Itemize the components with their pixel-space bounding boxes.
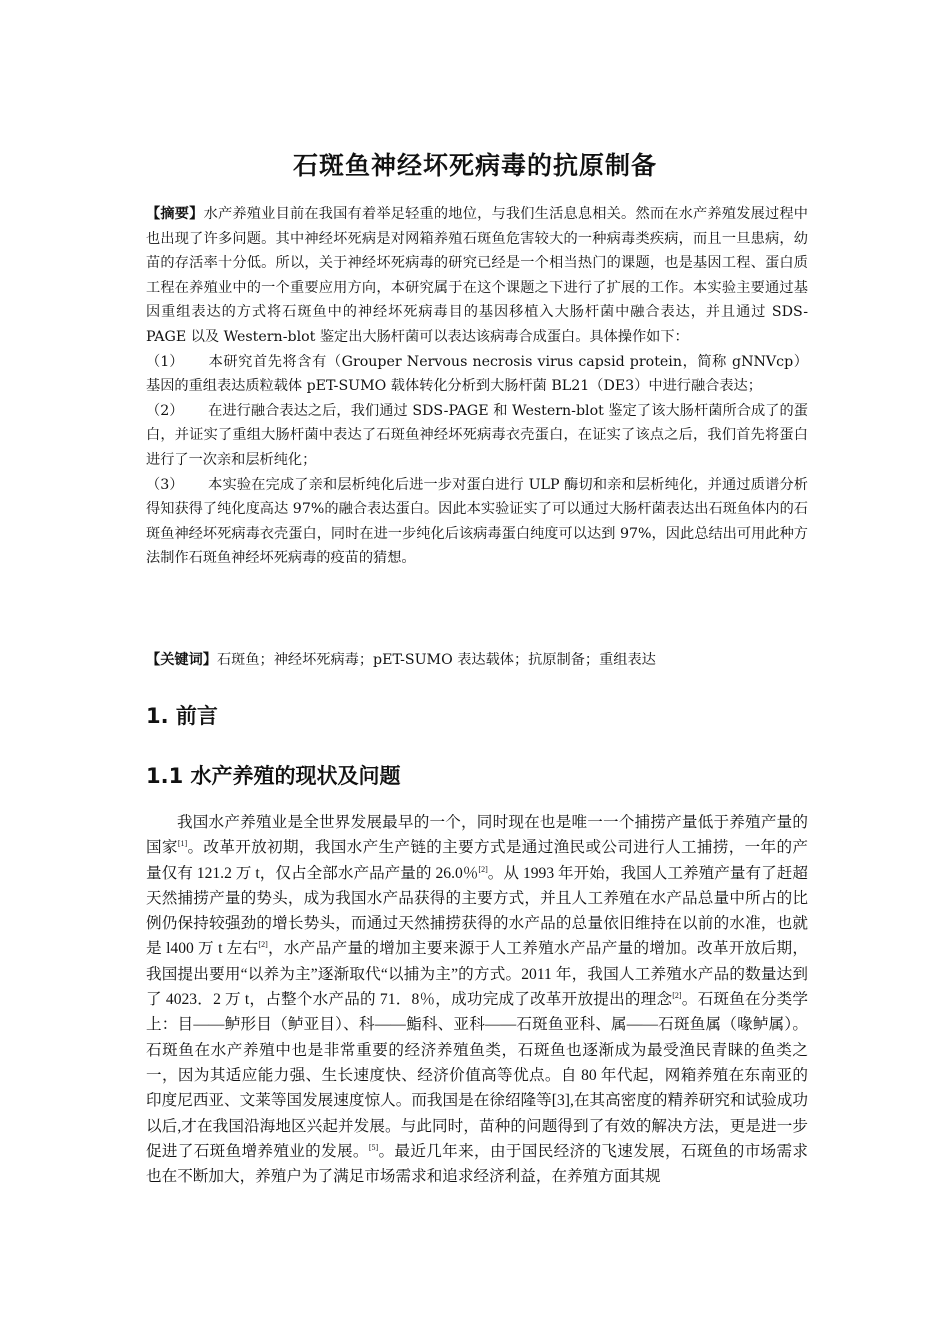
body-text	[146, 810, 808, 1189]
text-run: ，水产品产量的增加主要来源于人工养殖水产品产量的增加。改革开放后期，我国提出要用“以养为主”逐渐取代“以捕为主”的方式。2011 年，我国人工养殖水产品的数量达到了 4023．2 万 t，占整个水产品的 71．8％，成功完成了改革开放提出的理念	[146, 940, 808, 1009]
item-text: 在进行融合表达之后，我们通过 SDS-PAGE 和 Western-blot 鉴定了该大肠杆菌所合成了的蛋白，并证实了重组大肠杆菌中表达了石斑鱼神经坏死病毒衣壳蛋白，在证实了该点之后，我们首先将蛋白进行了一次亲和层析纯化；	[146, 402, 808, 468]
abstract-item	[146, 473, 808, 571]
abstract-intro	[146, 202, 808, 350]
keywords-text: 石斑鱼；神经坏死病毒；pET-SUMO 表达载体；抗原制备；重组表达	[216, 652, 656, 668]
text-run: 我国水产养殖业是全世界发展最早的一个，同时现在也是唯一一个捕捞产量低于养殖产量的国家	[146, 814, 808, 857]
abstract-label: 【摘要】	[146, 206, 204, 222]
item-number: （3）	[146, 476, 184, 493]
abstract	[146, 202, 808, 571]
citation: [1]	[177, 839, 188, 849]
text-run: 。改革开放初期，我国水产生产链的主要方式是通过渔民或公司进行人工捕捞，一年的产量仅有 121.2 万 t，仅占全部水产品产量的 26.0％	[146, 839, 808, 882]
paragraph	[146, 810, 808, 1189]
citation: [2]	[478, 864, 488, 874]
citation: [2]	[258, 940, 268, 950]
paper-title: 石斑鱼神经坏死病毒的抗原制备	[292, 151, 657, 180]
abstract-item	[146, 350, 808, 399]
abstract-text: 水产养殖业目前在我国有着举足轻重的地位，与我们生活息息相关。然而在水产养殖发展过程中也出现了许多问题。其中神经坏死病是对网箱养殖石斑鱼危害较大的一种病毒类疾病，而且一旦患病，幼苗的存活率十分低。所以，关于神经坏死病毒的研究已经是一个相当热门的课题，也是基因工程、蛋白质工程在养殖业中的一个重要应用方向，本研究属于在这个课题之下进行了扩展的工作。本实验主要通过基因重组表达的方式将石斑鱼中的神经坏死病毒目的基因移植入大肠杆菌中融合表达，并且通过 SDS-PAGE 以及 Western-blot 鉴定出大肠杆菌可以表达该病毒合成蛋白。具体操作如下：	[146, 206, 808, 345]
keywords-label: 【关键词】	[146, 652, 217, 668]
keywords	[146, 648, 808, 672]
abstract-item	[146, 399, 808, 473]
citation: [2]	[672, 990, 682, 1000]
section-heading: 1. 前言	[146, 704, 218, 728]
citation: [5]	[368, 1142, 379, 1152]
item-number: （2）	[146, 402, 184, 419]
item-text: 本研究首先将含有（Grouper Nervous necrosis virus capsid protein，简称 gNNVcp）基因的重组表达质粒载体 pET-SUMO 载体转化分析到大肠杆菌 BL21（DE3）中进行融合表达；	[146, 353, 808, 395]
item-number: （1）	[146, 353, 184, 370]
item-text: 本实验在完成了亲和层析纯化后进一步对蛋白进行 ULP 酶切和亲和层析纯化，并通过质谱分析得知获得了纯化度高达 97%的融合表达蛋白。因此本实验证实了可以通过大肠杆菌表达出石斑鱼体内的石斑鱼神经坏死病毒衣壳蛋白，同时在进一步纯化后该病毒蛋白纯度可以达到 97%，因此总结出可用此种方法制作石斑鱼神经坏死病毒的疫苗的猜想。	[146, 476, 808, 567]
text-run: 。最近几年来，由于国民经济的飞速发展，石斑鱼的市场需求也在不断加大，养殖户为了满足市场需求和追求经济利益，在养殖方面其规	[146, 1142, 808, 1186]
text-run: 。从 1993 年开始，我国人工养殖产量有了赶超天然捕捞产量的势头，成为我国水产品获得的主要方式，并且人工养殖在水产品总量中所占的比例仍保持较强劲的增长势头，而通过天然捕捞获得的水产品的总量依旧维持在以前的水准，也就是 l400 万 t 左右	[146, 864, 808, 958]
subsection-heading: 1.1 水产养殖的现状及问题	[146, 764, 401, 788]
text-run: 。石斑鱼在分类学上：目——鲈形目（鲈亚目）、科——鮨科、亚科——石斑鱼亚科、属——石斑鱼属（喙鲈属）。石斑鱼在水产养殖中也是非常重要的经济养殖鱼类，石斑鱼也逐渐成为最受渔民青睐的鱼类之一，因为其适应能力强、生长速度快、经济价值高等优点。自 80 年代起，网箱养殖在东南亚的印度尼西亚、文莱等国发展速度惊人。而我国是在徐绍隆等[3],在其高密度的精养研究和试验成功以后,才在我国沿海地区兴起并发展。与此同时，苗种的问题得到了有效的解决方法，更是进一步促进了石斑鱼增养殖业的发展。	[146, 991, 808, 1160]
